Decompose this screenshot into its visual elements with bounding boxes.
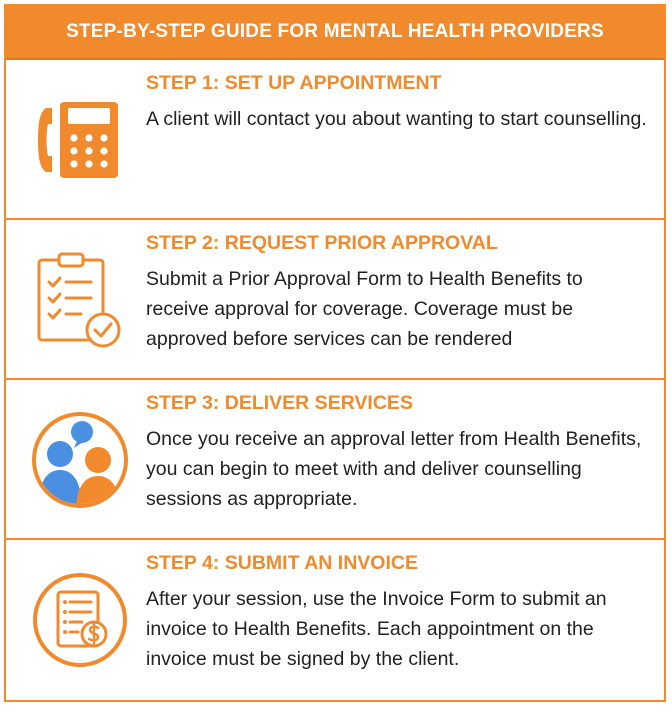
step-3-body <box>146 390 650 514</box>
step-2-title: STEP 2: REQUEST PRIOR APPROVAL <box>146 232 498 254</box>
phone-icon <box>28 88 132 192</box>
step-2 <box>6 220 664 380</box>
step-1 <box>6 60 664 220</box>
invoice-icon <box>28 568 132 672</box>
step-3-text: Once you receive an approval letter from Health Benefits, you can begin to meet with and deliver counselling sessions as appropriate. <box>146 428 642 510</box>
people-chat-icon <box>28 408 132 512</box>
step-3-title: STEP 3: DELIVER SERVICES <box>146 392 413 414</box>
step-1-text: A client will contact you about wanting to start counselling. <box>146 108 647 130</box>
step-1-body <box>146 70 650 134</box>
step-guide <box>4 4 666 702</box>
step-4-text: After your session, use the Invoice Form to submit an invoice to Health Benefits. Each appointment on the invoice must be signed by the client. <box>146 588 607 670</box>
step-1-title: STEP 1: SET UP APPOINTMENT <box>146 72 442 94</box>
guide-title: STEP-BY-STEP GUIDE FOR MENTAL HEALTH PROVIDERS <box>66 21 604 42</box>
step-3 <box>6 380 664 540</box>
clipboard-check-icon <box>28 248 132 352</box>
step-2-body <box>146 230 650 354</box>
step-4-title: STEP 4: SUBMIT AN INVOICE <box>146 552 418 574</box>
step-4-body <box>146 550 650 674</box>
step-2-text: Submit a Prior Approval Form to Health Benefits to receive approval for coverage. Coverage must be approved before services can be rendered <box>146 268 583 350</box>
step-4 <box>6 540 664 698</box>
guide-header <box>6 6 664 60</box>
